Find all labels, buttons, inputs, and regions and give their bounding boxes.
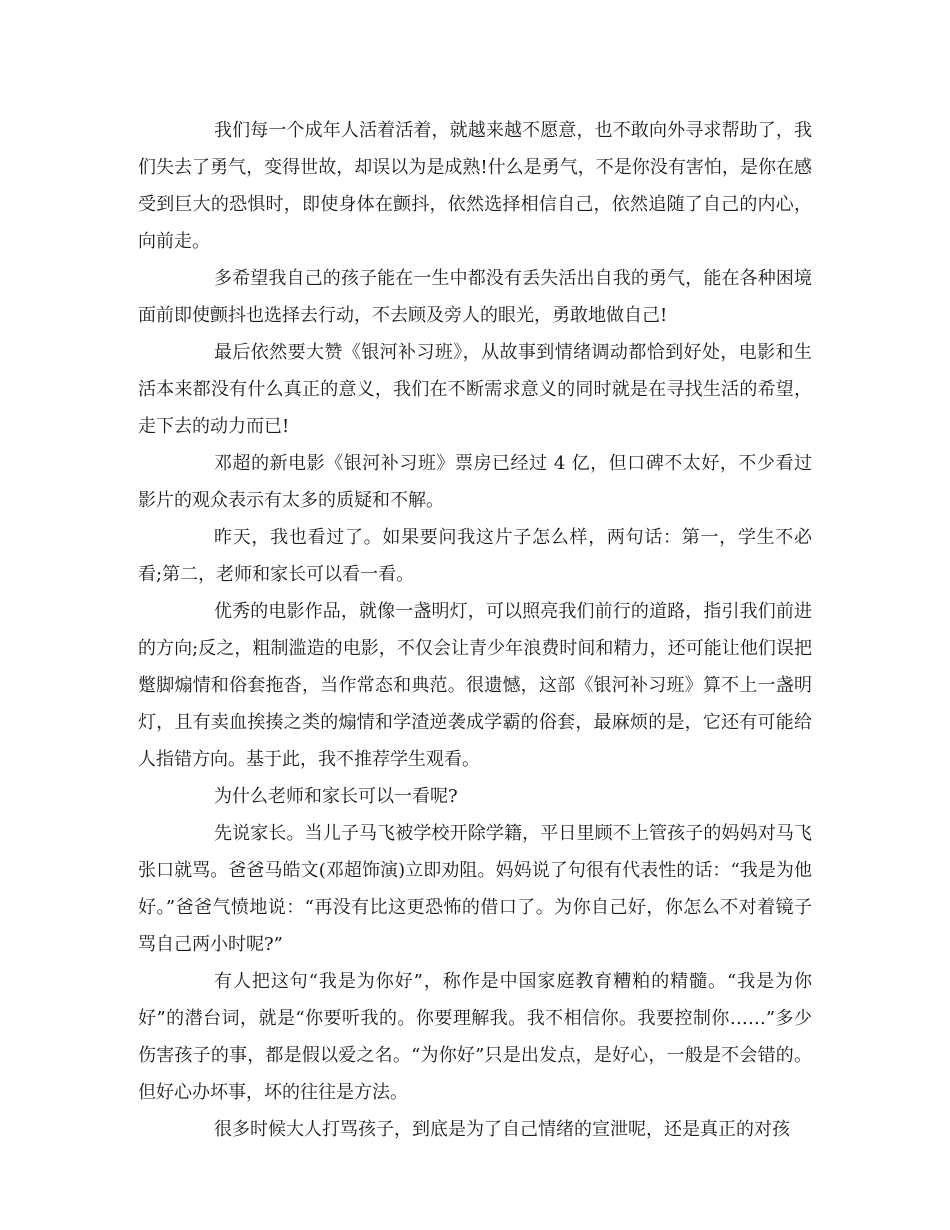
paragraph: 我们每一个成年人活着活着，就越来越不愿意，也不敢向外寻求帮助了，我们失去了勇气，变得世故，却误以为是成熟!什么是勇气，不是你没有害怕，是你在感受到巨大的恐惧时，即使身体在颤抖，依然选择相信自己，依然追随了自己的内心，向前走。 xyxy=(138,120,812,252)
paragraph: 有人把这句“我是为你好”，称作是中国家庭教育糟粕的精髓。“我是为你好”的潜台词，就是“你要听我的。你要理解我。我不相信你。我要控制你……”多少伤害孩子的事，都是假以爱之名。“为你好”只是出发点，是好心，一般是不会错的。但好心办坏事，坏的往往是方法。 xyxy=(138,971,812,1103)
paragraph: 为什么老师和家长可以一看呢? xyxy=(214,786,458,807)
paragraph: 多希望我自己的孩子能在一生中都没有丢失活出自我的勇气，能在各种困境面前即使颤抖也选择去行动，不去顾及旁人的眼光，勇敢地做自己! xyxy=(138,268,812,326)
paragraph: 优秀的电影作品，就像一盏明灯，可以照亮我们前行的道路，指引我们前进的方向;反之，粗制滥造的电影，不仅会让青少年浪费时间和精力，还可能让他们误把蹩脚煽情和俗套拖沓，当作常态和典范。很遗憾，这部《银河补习班》算不上一盏明灯，且有卖血挨揍之类的煽情和学渣逆袭成学霸的俗套，最麻烦的是，它还有可能给人指错方向。基于此，我不推荐学生观看。 xyxy=(138,601,812,770)
document-body xyxy=(138,112,812,1148)
paragraph: 先说家长。当儿子马飞被学校开除学籍，平日里顾不上管孩子的妈妈对马飞张口就骂。爸爸马皓文(邓超饰演)立即劝阻。妈妈说了句很有代表性的话：“我是为他好。”爸爸气愤地说：“再没有比这更恐怖的借口了。为你自己好，你怎么不对着镜子骂自己两小时呢?” xyxy=(138,823,812,955)
paragraph: 很多时候大人打骂孩子，到底是为了自己情绪的宣泄呢，还是真正的对孩 xyxy=(214,1119,790,1140)
paragraph: 昨天，我也看过了。如果要问我这片子怎么样，两句话：第一，学生不必看;第二，老师和家长可以看一看。 xyxy=(138,527,812,585)
paragraph: 最后依然要大赞《银河补习班》，从故事到情绪调动都恰到好处，电影和生活本来都没有什么真正的意义，我们在不断需求意义的同时就是在寻找生活的希望，走下去的动力而已! xyxy=(138,342,812,437)
paragraph: 邓超的新电影《银河补习班》票房已经过 4 亿，但口碑不太好，不少看过影片的观众表示有太多的质疑和不解。 xyxy=(138,453,812,511)
